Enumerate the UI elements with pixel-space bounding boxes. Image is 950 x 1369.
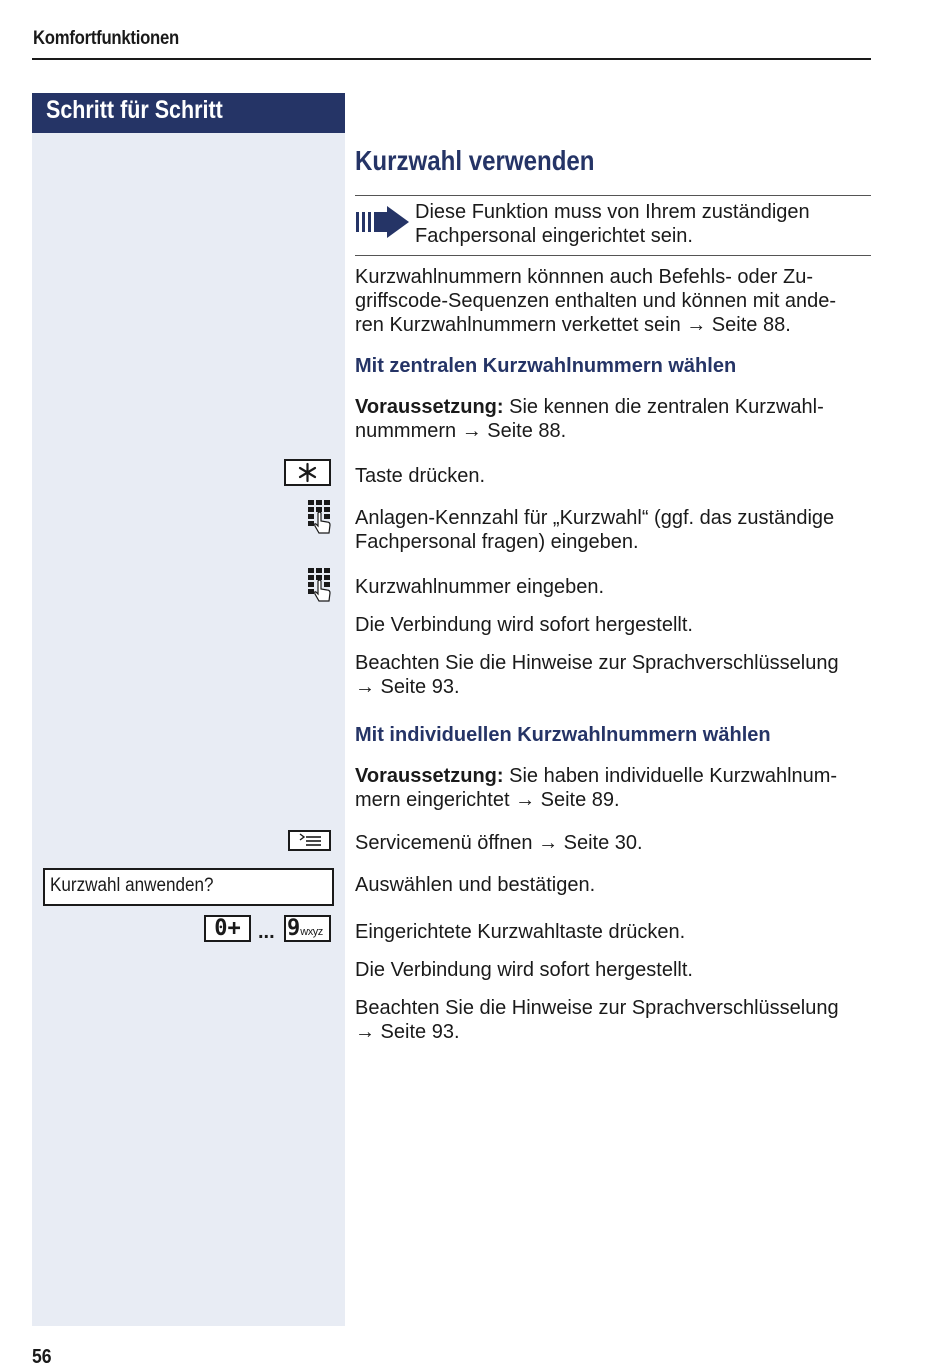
- section1-hint-line-2: → Seite 93.: [355, 676, 460, 698]
- section1-prereq-label: Voraussetzung:: [355, 396, 504, 418]
- note-line-2: Fachpersonal eingerichtet sein.: [415, 225, 693, 247]
- section2-prereq-text: Sie haben individuelle Kurzwahlnum-: [503, 765, 838, 787]
- step-select-text: Auswählen und bestätigen.: [355, 874, 596, 896]
- keypad-icon: [307, 499, 333, 537]
- intro-line-2: griffscode-Sequenzen enthalten und können mit ande-: [355, 290, 837, 312]
- sidebar-heading-text: Schritt für Schritt: [46, 96, 223, 124]
- zero-key-icon: [204, 915, 251, 942]
- keypad-icon: [307, 567, 333, 605]
- note-arrow-icon: [355, 205, 411, 239]
- display-option-text: Kurzwahl anwenden?: [50, 875, 214, 896]
- section2-hint-line-2: → Seite 93.: [355, 1021, 460, 1043]
- step-star-text: Taste drücken.: [355, 465, 486, 487]
- step-menu-text: Servicemenü öffnen → Seite 30.: [355, 832, 643, 854]
- section2-prereq-line-1: [355, 764, 837, 788]
- note-rule-top: [355, 195, 871, 196]
- header-rule: [32, 58, 871, 60]
- nine-key-icon: [284, 915, 331, 942]
- intro-line-1: Kurzwahlnummern könnnen auch Befehls- oder Zu-: [355, 266, 814, 288]
- step-code-line-1: Anlagen-Kennzahl für „Kurzwahl“ (ggf. das zuständige: [355, 507, 835, 529]
- page-title: [355, 145, 634, 177]
- section2-heading: Mit individuellen Kurzwahlnummern wählen: [355, 724, 771, 746]
- section1-prereq-line-1: [355, 395, 824, 419]
- nine-key-letters: wxyz: [300, 926, 323, 938]
- note-line-1: Diese Funktion muss von Ihrem zuständigen: [415, 201, 810, 223]
- section1-prereq-line-2: nummmern → Seite 88.: [355, 420, 567, 442]
- menu-key-icon: [288, 830, 331, 851]
- section2-prereq-line-2: mern eingerichtet → Seite 89.: [355, 789, 620, 811]
- section1-prereq-text: Sie kennen die zentralen Kurzwahl-: [503, 396, 824, 418]
- section1-result: Die Verbindung wird sofort hergestellt.: [355, 614, 693, 636]
- step-number-text: Kurzwahlnummer eingeben.: [355, 576, 605, 598]
- section2-prereq-label: Voraussetzung:: [355, 765, 504, 787]
- intro-line-3: ren Kurzwahlnummern verkettet sein → Seite 88.: [355, 314, 791, 336]
- star-key-icon: [284, 459, 331, 486]
- sidebar-heading: [32, 93, 345, 133]
- step-sidebar: [32, 93, 345, 1326]
- service-menu-icon: [290, 832, 329, 849]
- step-key-text: Eingerichtete Kurzwahltaste drücken.: [355, 921, 686, 943]
- step-code-line-2: Fachpersonal fragen) eingeben.: [355, 531, 639, 553]
- section1-hint-line-1: Beachten Sie die Hinweise zur Sprachverschlüsselung: [355, 652, 839, 674]
- nine-key-digit: 9: [287, 916, 301, 941]
- page-number-text: 56: [32, 1346, 52, 1368]
- section2-hint-line-1: Beachten Sie die Hinweise zur Sprachverschlüsselung: [355, 997, 839, 1019]
- asterisk-icon: [286, 461, 329, 484]
- section2-result: Die Verbindung wird sofort hergestellt.: [355, 959, 693, 981]
- zero-key-label: 0+: [214, 916, 241, 941]
- page-title-text: Kurzwahl verwenden: [355, 145, 595, 176]
- page-number: [32, 1346, 54, 1369]
- section1-heading: Mit zentralen Kurzwahlnummern wählen: [355, 355, 737, 377]
- running-header: Komfortfunktionen: [33, 28, 179, 49]
- note-rule-bottom: [355, 255, 871, 256]
- display-option[interactable]: [43, 868, 334, 906]
- key-range-ellipsis: ...: [258, 921, 275, 943]
